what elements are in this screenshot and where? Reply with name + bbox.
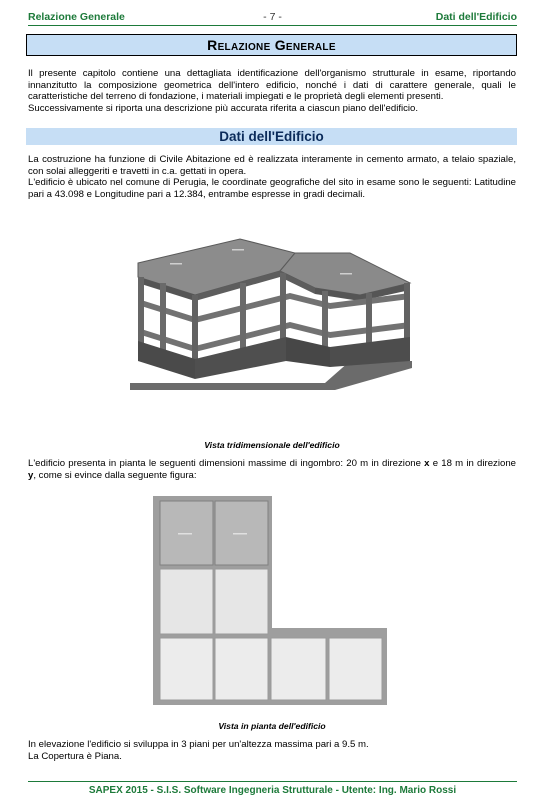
elevation-paragraph-2: La Copertura è Piana. [28, 750, 122, 762]
page-header [28, 11, 517, 25]
dimensions-text [28, 458, 516, 481]
footer-divider [28, 781, 517, 782]
dimensions-part-3: , come si evince dalla seguente figura: [33, 469, 197, 481]
document-title: Relazione Generale [26, 34, 517, 56]
figure-2-caption: Vista in pianta dell'edificio [218, 721, 326, 731]
dimensions-paragraph [28, 458, 516, 481]
intro-text [28, 68, 516, 114]
page-number: - 7 - [263, 11, 282, 23]
intro-paragraph-1: Il presente capitolo contiene una dettagliata identificazione dell'organismo strutturale in esame, riportando innanzitutto la composizione geometrica dell'intero edificio, nonché i dati di carattere generale, quali le caratteristiche del terreno di fondazione, i materiali impiegati e le proprietà degli elementi presenti. [28, 68, 516, 102]
header-right: Dati dell'Edificio [435, 11, 517, 23]
building-paragraph-1: La costruzione ha funzione di Civile Abitazione ed è realizzata interamente in cemento armato, a telaio spaziale, con solai alleggeriti e travetti in c.a. gettati in opera. [28, 154, 516, 177]
building-paragraph-2: L'edificio è ubicato nel comune di Perugia, le coordinate geografiche del sito in esame sono le seguenti: Latitudine pari a 43.098 e Longitudine pari a 12.384, entrambe espresse in gradi decimali. [28, 177, 516, 200]
dimensions-part-1: L'edificio presenta in pianta le seguenti dimensioni massime di ingombro: 20 m in direzione [28, 458, 425, 469]
intro-paragraph-2: Successivamente si riporta una descrizione più accurata riferita a ciascun piano dell'edificio. [28, 102, 419, 114]
page-footer: SAPEX 2015 - S.I.S. Software Ingegneria Strutturale - Utente: Ing. Mario Rossi [88, 785, 457, 796]
building-text [28, 154, 516, 200]
building-3d-view [120, 233, 420, 393]
header-divider [28, 25, 517, 26]
direction-y: y [28, 469, 34, 481]
building-plan-view [150, 493, 390, 708]
header-left: Relazione Generale [28, 11, 125, 23]
dimensions-part-2: e 18 m in direzione [429, 458, 516, 469]
section-heading: Dati dell'Edificio [26, 128, 517, 145]
figure-1-caption: Vista tridimensionale dell'edificio [204, 440, 340, 450]
elevation-text [28, 739, 516, 762]
elevation-paragraph-1: In elevazione l'edificio si sviluppa in 3 piani per un'altezza massima pari a 9.5 m. [28, 739, 369, 750]
direction-x: x [424, 458, 430, 469]
